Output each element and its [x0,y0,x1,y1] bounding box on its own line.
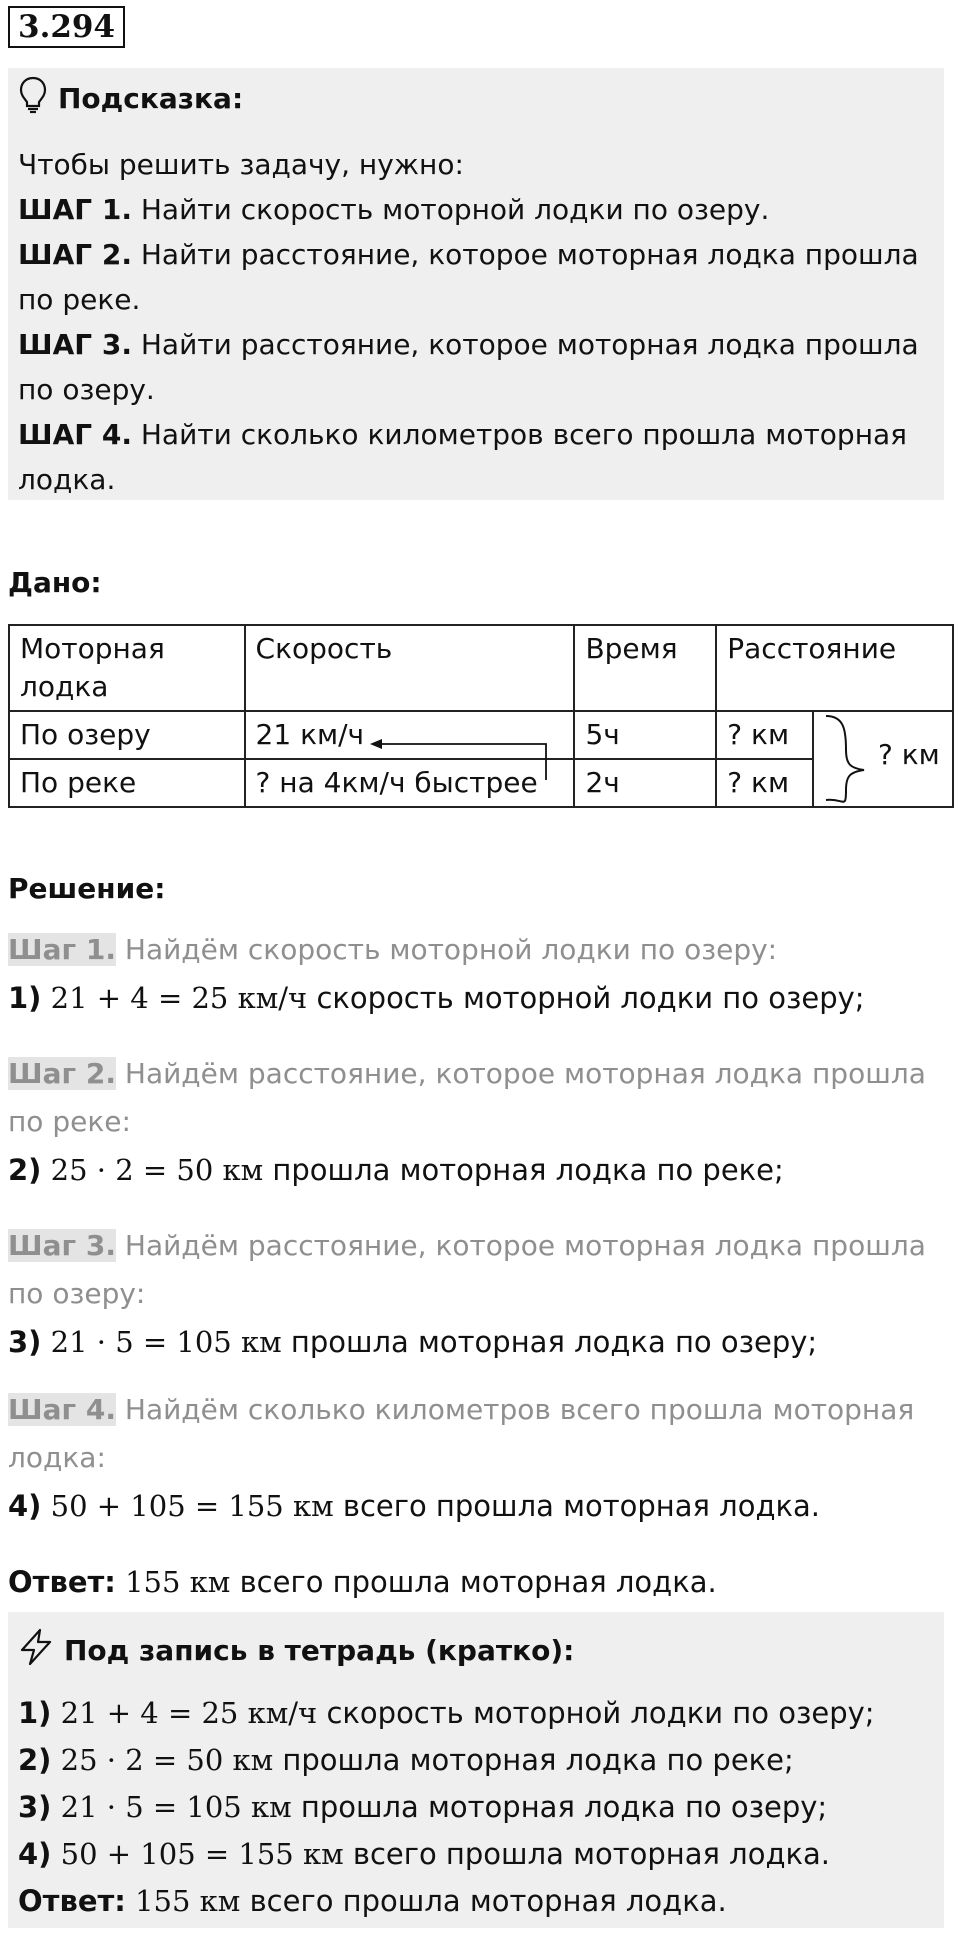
answer-label: Ответ: [8,1565,116,1599]
calc-number: 4) [18,1837,52,1871]
step-calculation [8,1146,944,1194]
lightning-icon [18,1628,54,1673]
hint-box [8,68,944,500]
hint-step-4 [18,412,938,502]
calc-text: прошла моторная лодка по озеру; [291,1790,828,1824]
calc-expression: 50 + 105 = 155 км [51,1837,344,1871]
notebook-line [18,1737,938,1784]
hint-step-text: Найти сколько километров всего прошла моторная лодка. [18,418,907,496]
step-calculation [8,974,944,1022]
solution-step-3 [8,1222,944,1366]
step-tag: Шаг 1. [8,933,116,966]
calc-expression: 21 · 5 = 105 км [41,1325,282,1359]
hint-text [18,142,938,502]
hint-step-text: Найти расстояние, которое моторная лодка прошла по озеру. [18,328,919,406]
notebook-header [18,1628,574,1673]
hint-step-label: ШАГ 4. [18,418,132,451]
answer-text: всего прошла моторная лодка. [240,1884,727,1918]
calc-text: скорость моторной лодки по озеру; [307,981,865,1015]
calc-expression: 25 · 2 = 50 км [41,1153,264,1187]
given-title: Дано: [8,566,102,599]
calc-number: 2) [8,1153,42,1187]
table-cell: 5ч [574,711,716,759]
step-tag: Шаг 3. [8,1229,116,1262]
calc-expression: 21 + 4 = 25 км/ч [51,1696,318,1730]
table-cell: ? км [716,759,813,807]
solution-step-1 [8,926,944,1022]
calc-number: 3) [18,1790,52,1824]
solution-step-4 [8,1386,944,1530]
step-description: Найдём расстояние, которое моторная лодка прошла по озеру: [8,1229,926,1310]
hint-step-text: Найти расстояние, которое моторная лодка прошла по реке. [18,238,919,316]
calc-text: прошла моторная лодка по озеру; [281,1325,818,1359]
hint-step-label: ШАГ 1. [18,193,132,226]
notebook-line [18,1690,938,1737]
step-heading [8,1050,944,1146]
calc-expression: 50 + 105 = 155 км [41,1489,334,1523]
table-header-row [9,625,953,711]
table-header-cell: Моторная лодка [9,625,245,711]
step-tag: Шаг 4. [8,1393,116,1426]
table-cell: 21 км/ч [245,711,575,759]
calc-number: 2) [18,1743,52,1777]
hint-step-3 [18,322,938,412]
step-calculation [8,1482,944,1530]
brace-label: ? км [878,738,940,771]
table-cell: По реке [9,759,245,807]
table-row [9,759,953,807]
table-cell: По озеру [9,711,245,759]
hint-title: Подсказка: [58,82,244,115]
notebook-box [8,1612,944,1928]
solution-step-2 [8,1050,944,1194]
answer-expression: 155 км [125,1884,241,1918]
table-cell: 2ч [574,759,716,807]
hint-step-label: ШАГ 2. [18,238,132,271]
table-row [9,711,953,759]
calc-text: скорость моторной лодки по озеру; [317,1696,875,1730]
calc-number: 1) [8,981,42,1015]
calc-expression: 21 + 4 = 25 км/ч [41,981,308,1015]
step-description: Найдём расстояние, которое моторная лодка прошла по реке: [8,1057,926,1138]
table-header-cell: Расстояние [716,625,953,711]
calc-expression: 21 · 5 = 105 км [51,1790,292,1824]
notebook-lines [18,1690,938,1925]
lightbulb-icon [18,76,48,121]
hint-step-2 [18,232,938,322]
notebook-line [18,1831,938,1878]
calc-text: прошла моторная лодка по реке; [263,1153,784,1187]
calc-text: всего прошла моторная лодка. [333,1489,820,1523]
hint-step-label: ШАГ 3. [18,328,132,361]
step-heading [8,1222,944,1318]
answer-text: всего прошла моторная лодка. [230,1565,717,1599]
calc-number: 3) [8,1325,42,1359]
table-cell: ? на 4км/ч быстрее [245,759,575,807]
hint-step-1 [18,187,938,232]
notebook-line [18,1784,938,1831]
notebook-title: Под запись в тетрадь (кратко): [64,1634,575,1667]
table-header-cell: Время [574,625,716,711]
step-heading [8,926,944,974]
calc-number: 4) [8,1489,42,1523]
answer-line [8,1558,944,1606]
step-calculation [8,1318,944,1366]
given-table [8,624,954,808]
hint-header [18,76,243,121]
calc-text: прошла моторная лодка по реке; [273,1743,794,1777]
calc-number: 1) [18,1696,52,1730]
step-heading [8,1386,944,1482]
problem-number: 3.294 [8,6,125,48]
hint-intro: Чтобы решить задачу, нужно: [18,148,464,181]
table-cell: ? км [716,711,813,759]
answer-expression: 155 км [115,1565,231,1599]
step-description: Найдём сколько километров всего прошла моторная лодка: [8,1393,915,1474]
step-description: Найдём скорость моторной лодки по озеру: [115,933,778,966]
notebook-answer [18,1878,938,1925]
table-header-cell: Скорость [245,625,575,711]
hint-step-text: Найти скорость моторной лодки по озеру. [131,193,770,226]
calc-text: всего прошла моторная лодка. [343,1837,830,1871]
step-tag: Шаг 2. [8,1057,116,1090]
calc-expression: 25 · 2 = 50 км [51,1743,274,1777]
solution-title: Решение: [8,872,166,905]
answer-label: Ответ: [18,1884,126,1918]
